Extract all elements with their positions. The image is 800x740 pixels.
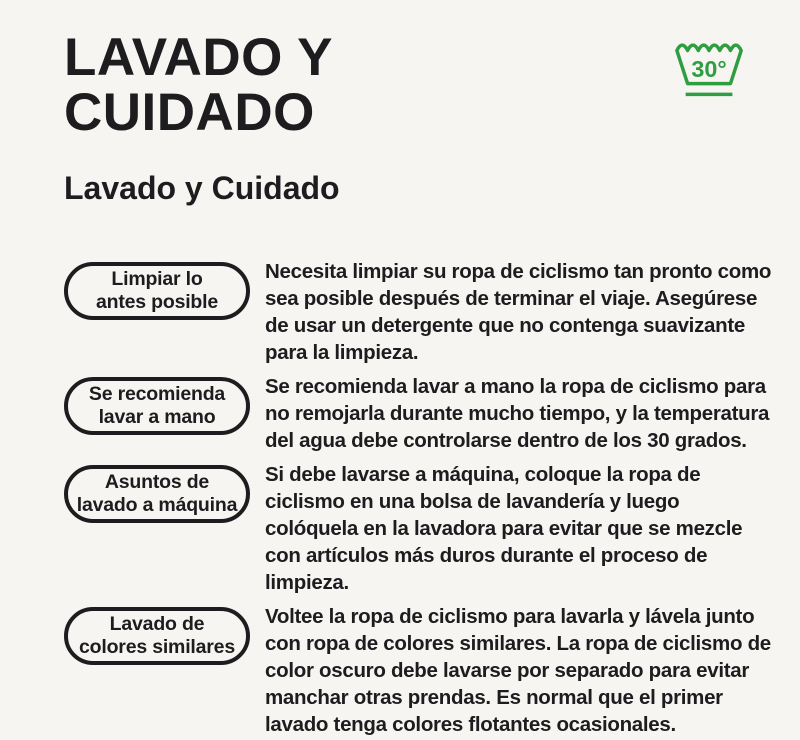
care-text: Se recomienda lavar a mano la ropa de ciclismo para no remojarla durante mucho tiempo, y la temperatura del agua debe controlarse dentro de los 30 grados. bbox=[265, 375, 770, 452]
header bbox=[64, 30, 772, 140]
care-text: Si debe lavarse a máquina, coloque la ropa de ciclismo en una bolsa de lavandería y luego colóquela en la lavadora para evitar que se mezcle con artículos más duros durante el proceso de limpieza. bbox=[265, 463, 743, 594]
care-section-clean-soon bbox=[64, 258, 772, 366]
badge-label-line2: lavar a mano bbox=[98, 406, 216, 428]
care-sections bbox=[64, 258, 772, 738]
care-badge bbox=[64, 465, 250, 523]
badge-label-line1: Se recomienda bbox=[88, 383, 226, 405]
badge-label-line2: antes posible bbox=[95, 291, 219, 313]
wash-temperature-label: 30° bbox=[691, 55, 727, 82]
care-badge bbox=[64, 607, 250, 665]
care-badge bbox=[64, 262, 250, 320]
care-text: Voltee la ropa de ciclismo para lavarla y lávela junto con ropa de colores similares. La ropa de ciclismo de color oscuro debe lavarse por separado para evitar manchar otras prendas. Es normal que el primer lavado tenga colores flotantes ocasionales. bbox=[265, 605, 771, 736]
badge-label-line1: Limpiar lo bbox=[111, 268, 203, 290]
care-section-hand-wash bbox=[64, 373, 772, 454]
page-title bbox=[64, 30, 333, 140]
wash-30-icon bbox=[672, 36, 748, 102]
page-title-line2: CUIDADO bbox=[64, 83, 315, 142]
care-section-machine-wash bbox=[64, 461, 772, 596]
care-section-similar-colors bbox=[64, 603, 772, 738]
badge-label-line1: Lavado de bbox=[109, 613, 205, 635]
badge-label-line2: lavado a máquina bbox=[76, 494, 238, 516]
care-subtitle: Lavado y Cuidado bbox=[64, 170, 340, 206]
page-title-line1: LAVADO Y bbox=[64, 28, 334, 87]
badge-label-line2: colores similares bbox=[79, 636, 235, 658]
badge-label-line1: Asuntos de bbox=[104, 471, 210, 493]
care-text: Necesita limpiar su ropa de ciclismo tan pronto como sea posible después de terminar el viaje. Asegúrese de usar un detergente que no contenga suavizante para la limpieza. bbox=[265, 260, 772, 364]
care-badge bbox=[64, 377, 250, 435]
